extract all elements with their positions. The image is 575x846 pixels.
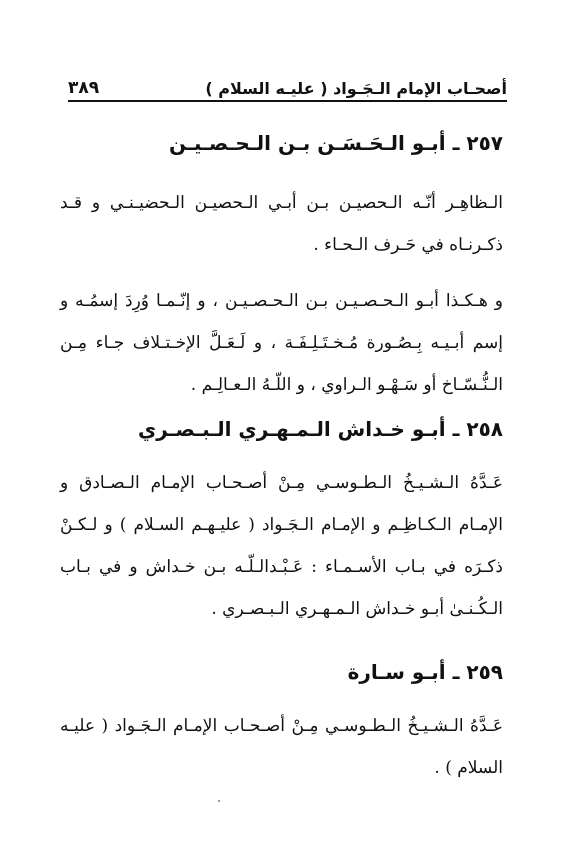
entry-258 <box>60 414 503 630</box>
entry-paragraph: عَـدَّهُ الـشـيـخُ الـطـوسـي مِـنْ أصـحـاب الإمـام الـصـادق و الإمـام الـكـاظِـم و الإمـام الـجَـواد ( عليـهـم السـلام ) و لـكـنْ ذكـرَه في بـاب الأسـمـاء : عَـبْـدالـلّـه بـن خـداش و في بـاب الـكُـنـىٰ أبـو خـداش الـمـهـري الـبـصـري . <box>60 473 503 619</box>
entry-paragraph: عَـدَّهُ الـشـيـخُ الـطـوسـي مِـنْ أصـحـاب الإمـام الـجَـواد ( عليـه السلام ) . <box>60 716 503 778</box>
running-title: أصحـاب الإمام الـجَـواد ( عليـه السلام ) <box>205 79 507 98</box>
entry-paragraph: الـظاهِـر أنّـه الـحصيـن بـن أبـي الـحصيـن الـحضيـنـي و قـد ذكـرنـاه في حَـرف الـحـاء . <box>60 193 503 255</box>
entry-257 <box>60 128 503 406</box>
entry-259 <box>60 657 503 789</box>
page-number: ٣٨٩ <box>68 78 100 98</box>
entry-paragraph: و هـكـذا أبـو الـحـصـيـن بـن الـحـصـيـن ، و إنّـمـا وُرِدَ إسمُـه و إسم أبـيـه بِـصُـورة مُـخـتَـلِـفَـة ، و لَـعَـلَّ الإخـتـلاف جـاء مِـن الـنُّـسّـاخ أو سَـهْـو الـراوي ، و اللّـهُ الـعـالِـم . <box>60 291 503 395</box>
entry-heading: ٢٥٩ ـ أبـو سـارة <box>347 660 503 684</box>
page-header <box>68 68 507 102</box>
entry-heading: ٢٥٧ ـ أبـو الـحَـسَـن بـن الـحـصـيـن <box>169 131 503 155</box>
entry-heading: ٢٥٨ ـ أبـو خـداش الـمـهـري الـبـصـري <box>137 417 503 441</box>
page-speck <box>218 800 220 802</box>
